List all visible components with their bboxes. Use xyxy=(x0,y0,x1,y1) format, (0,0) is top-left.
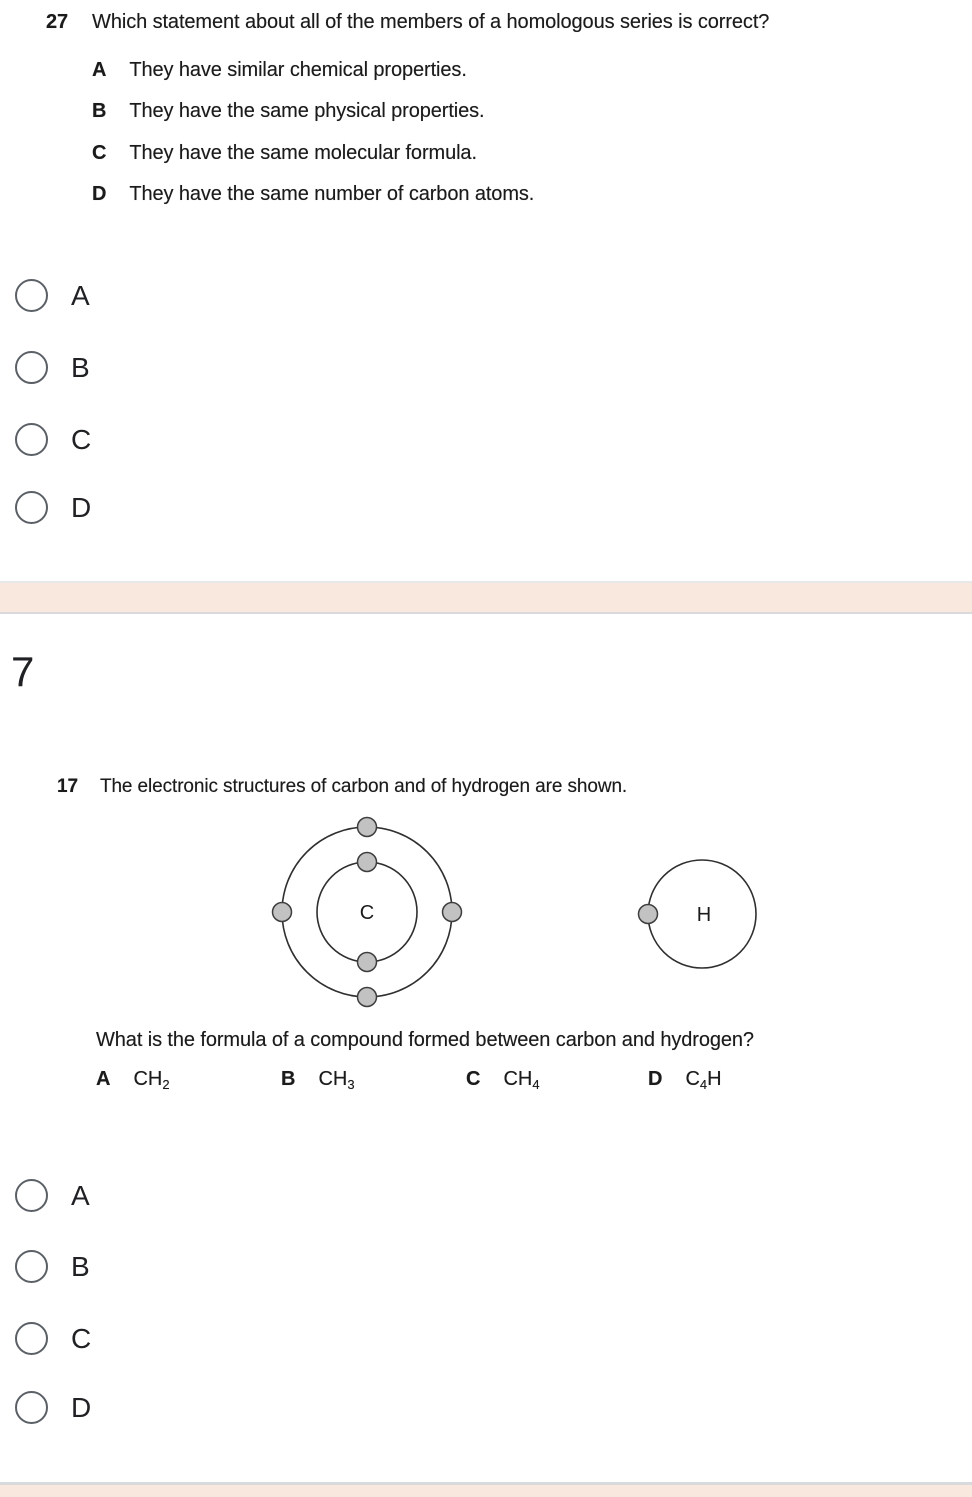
hydrogen-symbol: H xyxy=(696,904,712,926)
electronic-structure-diagram xyxy=(260,814,780,1014)
electron-icon xyxy=(358,953,377,972)
item-number: 7 xyxy=(11,648,35,695)
formula-d: $C_4H$ xyxy=(685,1068,722,1092)
radio-label-c[interactable]: C xyxy=(71,424,92,455)
radio-button-c[interactable] xyxy=(15,423,48,456)
electron-icon xyxy=(443,903,462,922)
electron-icon xyxy=(358,988,377,1007)
radio-button-b[interactable] xyxy=(15,351,48,384)
question-27-option-a: A They have similar chemical properties. xyxy=(92,59,467,81)
electron-icon xyxy=(639,905,658,924)
formula-option-a: A $CH_2$ xyxy=(96,1068,170,1092)
carbon-symbol: C xyxy=(359,902,375,924)
radio-button-a[interactable] xyxy=(15,279,48,312)
electron-icon xyxy=(358,818,377,837)
bottom-divider-band xyxy=(0,1485,972,1497)
question-17-line xyxy=(57,775,627,799)
question-27-line xyxy=(46,10,769,34)
question-27-option-c: C They have the same molecular formula. xyxy=(92,142,477,164)
question-27-option-b: B They have the same physical properties. xyxy=(92,100,485,122)
radio-label-d[interactable]: D xyxy=(71,492,92,523)
electron-icon xyxy=(273,903,292,922)
formula-c: $CH_4$ xyxy=(503,1068,540,1092)
radio-option-b[interactable] xyxy=(15,351,90,384)
formula-b: $CH_3$ xyxy=(318,1068,355,1092)
section-divider-band xyxy=(0,581,972,614)
radio-option-a[interactable] xyxy=(15,279,90,312)
hydrogen-atom xyxy=(639,860,757,968)
radio-option-c-2[interactable] xyxy=(15,1322,91,1355)
radio-label-a[interactable]: A xyxy=(71,280,90,311)
radio-button-d-2[interactable] xyxy=(15,1391,48,1424)
radio-label-a-2[interactable]: A xyxy=(71,1180,90,1211)
radio-button-d[interactable] xyxy=(15,491,48,524)
question-17-text: The electronic structures of carbon and of hydrogen are shown. xyxy=(99,776,628,797)
radio-button-a-2[interactable] xyxy=(15,1179,48,1212)
question-27-option-d: D They have the same number of carbon atoms. xyxy=(92,183,535,205)
question-17-subquestion: What is the formula of a compound formed between carbon and hydrogen? xyxy=(96,1029,754,1051)
question-17-number: 17 xyxy=(57,776,78,797)
radio-label-b-2[interactable]: B xyxy=(71,1251,90,1282)
radio-option-d[interactable] xyxy=(15,491,91,524)
carbon-atom xyxy=(273,818,462,1007)
question-27-number: 27 xyxy=(46,11,69,33)
radio-option-b-2[interactable] xyxy=(15,1250,90,1283)
radio-option-c[interactable] xyxy=(15,423,91,456)
radio-option-a-2[interactable] xyxy=(15,1179,90,1212)
formula-option-d: D $C_4H$ xyxy=(648,1068,722,1092)
question-27-text: Which statement about all of the members of a homologous series is correct? xyxy=(92,11,770,33)
formula-a: $CH_2$ xyxy=(133,1068,170,1092)
formula-option-b: B $CH_3$ xyxy=(281,1068,355,1092)
radio-option-d-2[interactable] xyxy=(15,1391,91,1424)
radio-button-b-2[interactable] xyxy=(15,1250,48,1283)
radio-label-d-2[interactable]: D xyxy=(71,1392,92,1423)
formula-option-c: C $CH_4$ xyxy=(466,1068,540,1092)
radio-label-b[interactable]: B xyxy=(71,352,90,383)
radio-button-c-2[interactable] xyxy=(15,1322,48,1355)
electron-icon xyxy=(358,853,377,872)
radio-label-c-2[interactable]: C xyxy=(71,1323,92,1354)
